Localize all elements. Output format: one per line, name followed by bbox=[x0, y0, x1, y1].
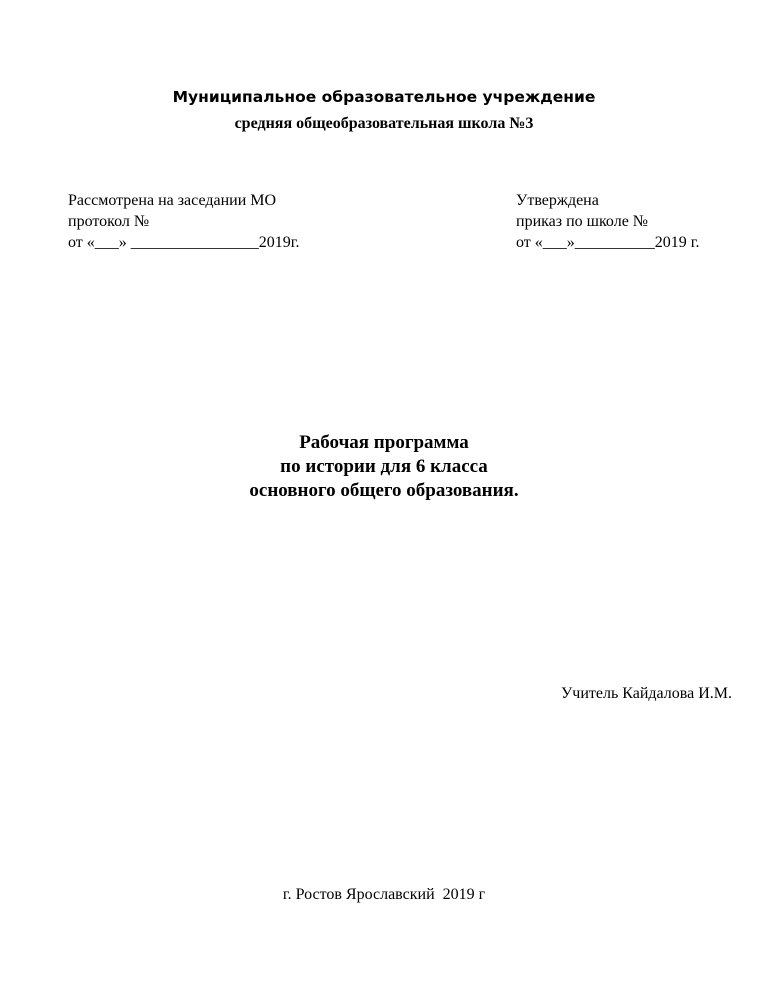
teacher-name: Учитель Кайдалова И.М. bbox=[560, 685, 732, 702]
review-line-3: от «___» ________________2019г. bbox=[68, 234, 300, 251]
review-block bbox=[68, 190, 300, 253]
institution-name-line1: Муниципальное образовательное учреждение bbox=[172, 88, 596, 106]
title-line-3: основного общего образования. bbox=[249, 480, 519, 501]
approval-line-2: приказ по школе № bbox=[516, 213, 649, 230]
footer-city-year: г. Ростов Ярославский 2019 г bbox=[282, 886, 486, 903]
document-title bbox=[0, 431, 768, 503]
approval-block bbox=[516, 190, 700, 253]
approval-line-3: от «___»__________2019 г. bbox=[516, 234, 700, 251]
approval-line-1: Утверждена bbox=[516, 192, 599, 209]
institution-name-line2: средняя общеобразовательная школа №3 bbox=[234, 115, 534, 132]
title-line-1: Рабочая программа bbox=[299, 432, 469, 453]
review-line-2: протокол № bbox=[68, 213, 150, 230]
title-line-2: по истории для 6 класса bbox=[280, 456, 488, 477]
review-line-1: Рассмотрена на заседании МО bbox=[68, 192, 277, 209]
